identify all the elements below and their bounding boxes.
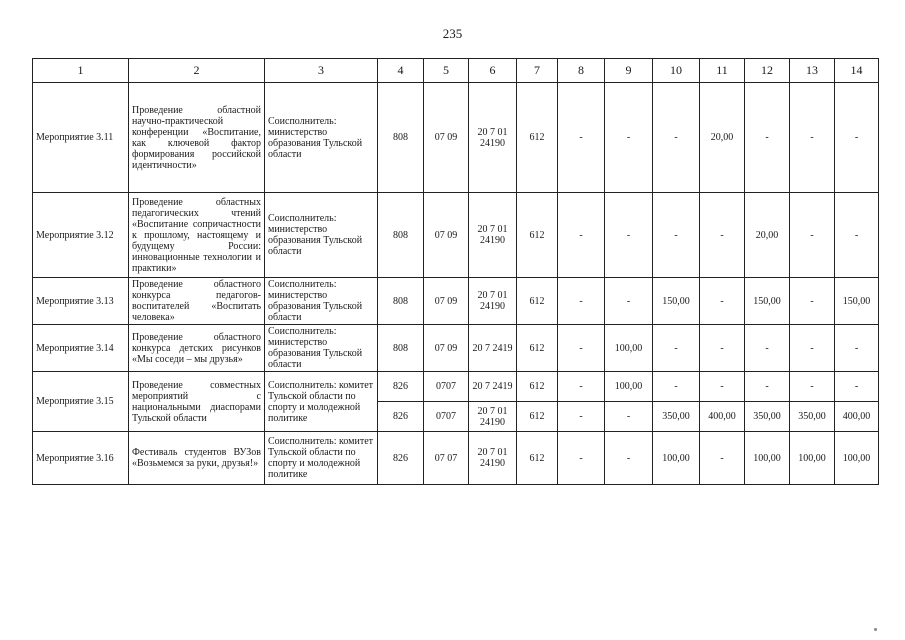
- executor-cell: Соисполнитель: комитет Тульской области по спорту и молодежной политике: [265, 372, 378, 432]
- executor-cell: Соисполнитель: министерство образования Тульской области: [265, 278, 378, 325]
- value-cell: -: [558, 278, 605, 325]
- value-cell: 826: [378, 402, 424, 432]
- value-cell: 400,00: [700, 402, 745, 432]
- measure-cell: Мероприятие 3.15: [33, 372, 129, 432]
- table-row: [33, 83, 879, 193]
- column-header: 5: [424, 59, 469, 83]
- measure-cell: Мероприятие 3.11: [33, 83, 129, 193]
- value-cell: -: [653, 372, 700, 402]
- value-cell: -: [700, 193, 745, 278]
- code-cell: 20 7 01 24190: [469, 432, 517, 485]
- value-cell: -: [558, 325, 605, 372]
- scan-speck: [874, 628, 877, 631]
- value-cell: -: [790, 372, 835, 402]
- code-cell: 20 7 2419: [469, 372, 517, 402]
- column-header: 10: [653, 59, 700, 83]
- description-cell: Проведение областных педагогических чтений «Воспитание сопричастности к прошлому, настоящему и будущему России: инновационные технологии и практики»: [129, 193, 265, 278]
- column-header: 13: [790, 59, 835, 83]
- budget-table: [32, 58, 879, 485]
- value-cell: 07 09: [424, 278, 469, 325]
- value-cell: 150,00: [835, 278, 879, 325]
- value-cell: -: [605, 432, 653, 485]
- description-cell: Проведение областной научно-практической конференции «Воспитание, как ключевой фактор формирования российской идентичности»: [129, 83, 265, 193]
- value-cell: -: [835, 325, 879, 372]
- value-cell: 808: [378, 193, 424, 278]
- value-cell: -: [745, 325, 790, 372]
- table-row: [33, 372, 879, 402]
- executor-cell: Соисполнитель: министерство образования Тульской области: [265, 83, 378, 193]
- value-cell: 07 09: [424, 83, 469, 193]
- value-cell: 20,00: [745, 193, 790, 278]
- table-row: [33, 432, 879, 485]
- value-cell: 612: [517, 372, 558, 402]
- column-header: 6: [469, 59, 517, 83]
- column-header: 2: [129, 59, 265, 83]
- value-cell: 100,00: [835, 432, 879, 485]
- measure-cell: Мероприятие 3.14: [33, 325, 129, 372]
- value-cell: 612: [517, 402, 558, 432]
- measure-cell: Мероприятие 3.12: [33, 193, 129, 278]
- value-cell: 07 07: [424, 432, 469, 485]
- executor-cell: Соисполнитель: министерство образования Тульской области: [265, 193, 378, 278]
- value-cell: 808: [378, 325, 424, 372]
- value-cell: 0707: [424, 402, 469, 432]
- value-cell: -: [605, 278, 653, 325]
- measure-cell: Мероприятие 3.13: [33, 278, 129, 325]
- column-header: 4: [378, 59, 424, 83]
- description-cell: Фестиваль студентов ВУЗов «Возьмемся за руки, друзья!»: [129, 432, 265, 485]
- column-header: 14: [835, 59, 879, 83]
- value-cell: -: [835, 372, 879, 402]
- value-cell: 612: [517, 432, 558, 485]
- code-cell: 20 7 01 24190: [469, 193, 517, 278]
- column-header: 7: [517, 59, 558, 83]
- column-header: 3: [265, 59, 378, 83]
- column-header: 8: [558, 59, 605, 83]
- code-cell: 20 7 2419: [469, 325, 517, 372]
- value-cell: 612: [517, 278, 558, 325]
- description-cell: Проведение совместных мероприятий с национальными диаспорами Тульской области: [129, 372, 265, 432]
- value-cell: 100,00: [605, 372, 653, 402]
- value-cell: 350,00: [790, 402, 835, 432]
- column-header: 9: [605, 59, 653, 83]
- value-cell: 808: [378, 278, 424, 325]
- executor-cell: Соисполнитель: министерство образования Тульской области: [265, 325, 378, 372]
- value-cell: 350,00: [653, 402, 700, 432]
- value-cell: -: [745, 83, 790, 193]
- value-cell: 612: [517, 193, 558, 278]
- value-cell: -: [558, 193, 605, 278]
- value-cell: -: [700, 372, 745, 402]
- table-row: [33, 193, 879, 278]
- value-cell: 612: [517, 83, 558, 193]
- value-cell: -: [790, 83, 835, 193]
- value-cell: 150,00: [745, 278, 790, 325]
- value-cell: -: [653, 83, 700, 193]
- value-cell: 826: [378, 432, 424, 485]
- value-cell: -: [700, 325, 745, 372]
- value-cell: -: [558, 402, 605, 432]
- value-cell: 400,00: [835, 402, 879, 432]
- page-number: 235: [442, 26, 463, 41]
- table-row: [33, 325, 879, 372]
- column-header: 11: [700, 59, 745, 83]
- value-cell: -: [790, 278, 835, 325]
- value-cell: -: [605, 83, 653, 193]
- value-cell: -: [605, 402, 653, 432]
- value-cell: -: [558, 372, 605, 402]
- column-header: 12: [745, 59, 790, 83]
- value-cell: -: [790, 325, 835, 372]
- value-cell: 350,00: [745, 402, 790, 432]
- value-cell: -: [835, 83, 879, 193]
- description-cell: Проведение областного конкурса детских рисунков «Мы соседи – мы друзья»: [129, 325, 265, 372]
- value-cell: -: [790, 193, 835, 278]
- value-cell: -: [653, 193, 700, 278]
- header-row: [33, 59, 879, 83]
- code-cell: 20 7 01 24190: [469, 83, 517, 193]
- value-cell: 100,00: [605, 325, 653, 372]
- value-cell: 20,00: [700, 83, 745, 193]
- code-cell: 20 7 01 24190: [469, 278, 517, 325]
- value-cell: -: [558, 432, 605, 485]
- measure-cell: Мероприятие 3.16: [33, 432, 129, 485]
- value-cell: 612: [517, 325, 558, 372]
- value-cell: 826: [378, 372, 424, 402]
- executor-cell: Соисполнитель: комитет Тульской области по спорту и молодежной политике: [265, 432, 378, 485]
- value-cell: -: [558, 83, 605, 193]
- value-cell: -: [745, 372, 790, 402]
- value-cell: 100,00: [745, 432, 790, 485]
- code-cell: 20 7 01 24190: [469, 402, 517, 432]
- value-cell: -: [700, 278, 745, 325]
- value-cell: 07 09: [424, 193, 469, 278]
- value-cell: 150,00: [653, 278, 700, 325]
- value-cell: 100,00: [653, 432, 700, 485]
- value-cell: -: [653, 325, 700, 372]
- value-cell: 100,00: [790, 432, 835, 485]
- table-row: [33, 278, 879, 325]
- value-cell: -: [835, 193, 879, 278]
- value-cell: 07 09: [424, 325, 469, 372]
- value-cell: -: [700, 432, 745, 485]
- value-cell: 0707: [424, 372, 469, 402]
- column-header: 1: [33, 59, 129, 83]
- value-cell: 808: [378, 83, 424, 193]
- description-cell: Проведение областного конкурса педагогов-воспитателей «Воспитать человека»: [129, 278, 265, 325]
- value-cell: -: [605, 193, 653, 278]
